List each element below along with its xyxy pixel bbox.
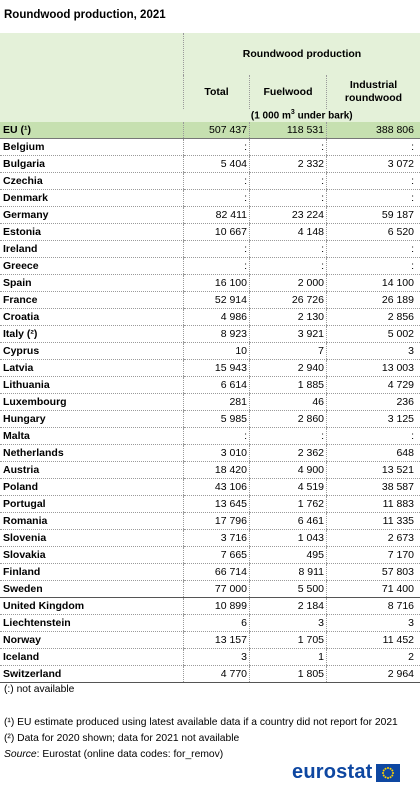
cell-total: 5 985: [184, 411, 250, 428]
cell-total: 16 100: [184, 275, 250, 292]
cell-fuelwood: 1 043: [250, 530, 327, 547]
row-label: United Kingdom: [0, 598, 184, 615]
cell-fuelwood: 2 860: [250, 411, 327, 428]
row-label: Malta: [0, 428, 184, 445]
table-row: [0, 394, 420, 411]
cell-fuelwood: 1: [250, 649, 327, 666]
cell-total: :: [184, 139, 250, 156]
table-row: [0, 462, 420, 479]
cell-industrial: 13 521: [327, 462, 420, 479]
cell-industrial: 38 587: [327, 479, 420, 496]
cell-industrial: 11 335: [327, 513, 420, 530]
table-row: [0, 615, 420, 632]
cell-fuelwood: 5 500: [250, 581, 327, 598]
cell-industrial: 3 125: [327, 411, 420, 428]
row-label: Norway: [0, 632, 184, 649]
cell-fuelwood: 4 519: [250, 479, 327, 496]
header-row-group: [0, 33, 420, 75]
cell-total: 7 665: [184, 547, 250, 564]
row-label: Switzerland: [0, 666, 184, 683]
eurostat-logo: [292, 761, 400, 784]
table-row: [0, 598, 420, 615]
cell-total: 10: [184, 343, 250, 360]
table-row: [0, 292, 420, 309]
cell-industrial: 8 716: [327, 598, 420, 615]
cell-total: 3 716: [184, 530, 250, 547]
cell-fuelwood: 2 130: [250, 309, 327, 326]
row-label: Croatia: [0, 309, 184, 326]
cell-total: 13 645: [184, 496, 250, 513]
table-row: [0, 326, 420, 343]
table-row: [0, 309, 420, 326]
cell-total: 15 943: [184, 360, 250, 377]
row-label: Italy (²): [0, 326, 184, 343]
cell-industrial: 2 964: [327, 666, 420, 683]
cell-industrial: 71 400: [327, 581, 420, 598]
row-label: Portugal: [0, 496, 184, 513]
table-row: [0, 445, 420, 462]
header-row-columns: [0, 75, 420, 109]
row-label: Spain: [0, 275, 184, 292]
row-label: Czechia: [0, 173, 184, 190]
cell-total: 82 411: [184, 207, 250, 224]
cell-industrial: 648: [327, 445, 420, 462]
header-empty-cell: [0, 109, 184, 122]
row-label: Finland: [0, 564, 184, 581]
row-label: Romania: [0, 513, 184, 530]
cell-fuelwood: 23 224: [250, 207, 327, 224]
note-not-available: (:) not available: [4, 684, 75, 695]
row-label: Luxembourg: [0, 394, 184, 411]
cell-total: 507 437: [184, 122, 250, 139]
row-label: Lithuania: [0, 377, 184, 394]
table-row: [0, 275, 420, 292]
header-empty-cell: [0, 75, 184, 109]
cell-total: :: [184, 190, 250, 207]
cell-fuelwood: 1 762: [250, 496, 327, 513]
row-label: Estonia: [0, 224, 184, 241]
cell-fuelwood: 1 705: [250, 632, 327, 649]
row-label: EU (¹): [0, 122, 184, 139]
header-empty-cell: [0, 33, 184, 75]
eu-row: [0, 122, 420, 139]
cell-total: 77 000: [184, 581, 250, 598]
row-label: Denmark: [0, 190, 184, 207]
cell-total: 6: [184, 615, 250, 632]
cell-fuelwood: 26 726: [250, 292, 327, 309]
cell-industrial: 2 673: [327, 530, 420, 547]
cell-fuelwood: 3 921: [250, 326, 327, 343]
table-row: [0, 173, 420, 190]
table-row: [0, 411, 420, 428]
cell-total: 3: [184, 649, 250, 666]
table-row: [0, 632, 420, 649]
table-row: [0, 343, 420, 360]
cell-total: 18 420: [184, 462, 250, 479]
header-col-fuelwood: Fuelwood: [250, 75, 327, 109]
source-label: Source: [4, 749, 37, 760]
cell-total: 5 404: [184, 156, 250, 173]
unit-sup: 3: [290, 109, 295, 116]
cell-total: 66 714: [184, 564, 250, 581]
cell-industrial: 6 520: [327, 224, 420, 241]
table-row: [0, 496, 420, 513]
cell-total: 52 914: [184, 292, 250, 309]
cell-total: 13 157: [184, 632, 250, 649]
table-row: [0, 207, 420, 224]
cell-industrial: 26 189: [327, 292, 420, 309]
row-label: Germany: [0, 207, 184, 224]
cell-total: 4 986: [184, 309, 250, 326]
row-label: Greece: [0, 258, 184, 275]
row-label: Belgium: [0, 139, 184, 156]
cell-industrial: :: [327, 428, 420, 445]
row-label: Liechtenstein: [0, 615, 184, 632]
table-row: [0, 241, 420, 258]
cell-industrial: 11 883: [327, 496, 420, 513]
cell-industrial: :: [327, 190, 420, 207]
table-row: [0, 224, 420, 241]
row-label: Cyprus: [0, 343, 184, 360]
source-note: [4, 749, 223, 760]
row-label: Bulgaria: [0, 156, 184, 173]
row-label: Austria: [0, 462, 184, 479]
cell-fuelwood: :: [250, 428, 327, 445]
row-label: France: [0, 292, 184, 309]
cell-industrial: 5 002: [327, 326, 420, 343]
header-col-total: Total: [184, 75, 250, 109]
cell-fuelwood: 8 911: [250, 564, 327, 581]
table-row: [0, 513, 420, 530]
cell-industrial: 3 072: [327, 156, 420, 173]
table-title: Roundwood production, 2021: [4, 9, 166, 21]
cell-fuelwood: 46: [250, 394, 327, 411]
cell-total: 10 667: [184, 224, 250, 241]
table-row: [0, 564, 420, 581]
table-row: [0, 156, 420, 173]
cell-industrial: 11 452: [327, 632, 420, 649]
cell-industrial: 13 003: [327, 360, 420, 377]
row-label: Sweden: [0, 581, 184, 598]
cell-total: 3 010: [184, 445, 250, 462]
cell-industrial: 59 187: [327, 207, 420, 224]
cell-industrial: 2: [327, 649, 420, 666]
cell-industrial: 14 100: [327, 275, 420, 292]
cell-industrial: 7 170: [327, 547, 420, 564]
cell-total: 43 106: [184, 479, 250, 496]
cell-fuelwood: :: [250, 173, 327, 190]
cell-total: :: [184, 428, 250, 445]
cell-total: :: [184, 241, 250, 258]
cell-industrial: 2 856: [327, 309, 420, 326]
cell-fuelwood: 2 940: [250, 360, 327, 377]
cell-fuelwood: 6 461: [250, 513, 327, 530]
cell-industrial: 3: [327, 615, 420, 632]
table-row: [0, 428, 420, 445]
cell-total: 4 770: [184, 666, 250, 683]
row-label: Netherlands: [0, 445, 184, 462]
cell-fuelwood: 3: [250, 615, 327, 632]
cell-industrial: 236: [327, 394, 420, 411]
header-row-unit: [0, 109, 420, 122]
cell-fuelwood: 4 148: [250, 224, 327, 241]
cell-fuelwood: 495: [250, 547, 327, 564]
cell-fuelwood: 2 184: [250, 598, 327, 615]
cell-industrial: 388 806: [327, 122, 420, 139]
table-row: [0, 530, 420, 547]
cell-fuelwood: 2 000: [250, 275, 327, 292]
eu-flag-icon: [376, 764, 400, 782]
cell-total: 281: [184, 394, 250, 411]
table-row: [0, 360, 420, 377]
logo-text: eurostat: [292, 761, 373, 783]
table-row: [0, 649, 420, 666]
cell-industrial: 57 803: [327, 564, 420, 581]
cell-total: :: [184, 258, 250, 275]
table-row: [0, 190, 420, 207]
table-row: [0, 139, 420, 156]
cell-total: 6 614: [184, 377, 250, 394]
cell-fuelwood: :: [250, 139, 327, 156]
table-row: [0, 258, 420, 275]
cell-fuelwood: :: [250, 241, 327, 258]
cell-fuelwood: 2 332: [250, 156, 327, 173]
cell-fuelwood: :: [250, 190, 327, 207]
row-label: Latvia: [0, 360, 184, 377]
cell-fuelwood: 4 900: [250, 462, 327, 479]
cell-industrial: :: [327, 241, 420, 258]
cell-total: 8 923: [184, 326, 250, 343]
row-label: Iceland: [0, 649, 184, 666]
cell-industrial: :: [327, 258, 420, 275]
header-col-industrial: Industrial roundwood: [327, 75, 420, 109]
cell-fuelwood: 1 805: [250, 666, 327, 683]
cell-fuelwood: :: [250, 258, 327, 275]
cell-fuelwood: 2 362: [250, 445, 327, 462]
row-label: Slovakia: [0, 547, 184, 564]
cell-industrial: :: [327, 139, 420, 156]
row-label: Ireland: [0, 241, 184, 258]
cell-industrial: 3: [327, 343, 420, 360]
cell-total: 17 796: [184, 513, 250, 530]
table-row: [0, 479, 420, 496]
cell-industrial: 4 729: [327, 377, 420, 394]
table-row: [0, 547, 420, 564]
cell-total: 10 899: [184, 598, 250, 615]
cell-fuelwood: 1 885: [250, 377, 327, 394]
header-unit: [184, 109, 420, 122]
cell-fuelwood: 7: [250, 343, 327, 360]
source-text: : Eurostat (online data codes: for_remov): [36, 749, 224, 760]
row-label: Hungary: [0, 411, 184, 428]
cell-industrial: :: [327, 173, 420, 190]
unit-text-end: under bark): [294, 110, 353, 122]
row-label: Slovenia: [0, 530, 184, 547]
row-label: Poland: [0, 479, 184, 496]
table-row: [0, 581, 420, 598]
header-group-label: Roundwood production: [184, 33, 420, 75]
unit-text: (1 000 m: [250, 110, 291, 122]
cell-fuelwood: 118 531: [250, 122, 327, 139]
cell-total: :: [184, 173, 250, 190]
table-row: [0, 377, 420, 394]
note-italy: (²) Data for 2020 shown; data for 2021 not available: [4, 733, 240, 744]
roundwood-table: [0, 33, 420, 683]
note-eu-estimate: (¹) EU estimate produced using latest available data if a country did not report for 2021: [4, 717, 398, 728]
table-row: [0, 666, 420, 683]
